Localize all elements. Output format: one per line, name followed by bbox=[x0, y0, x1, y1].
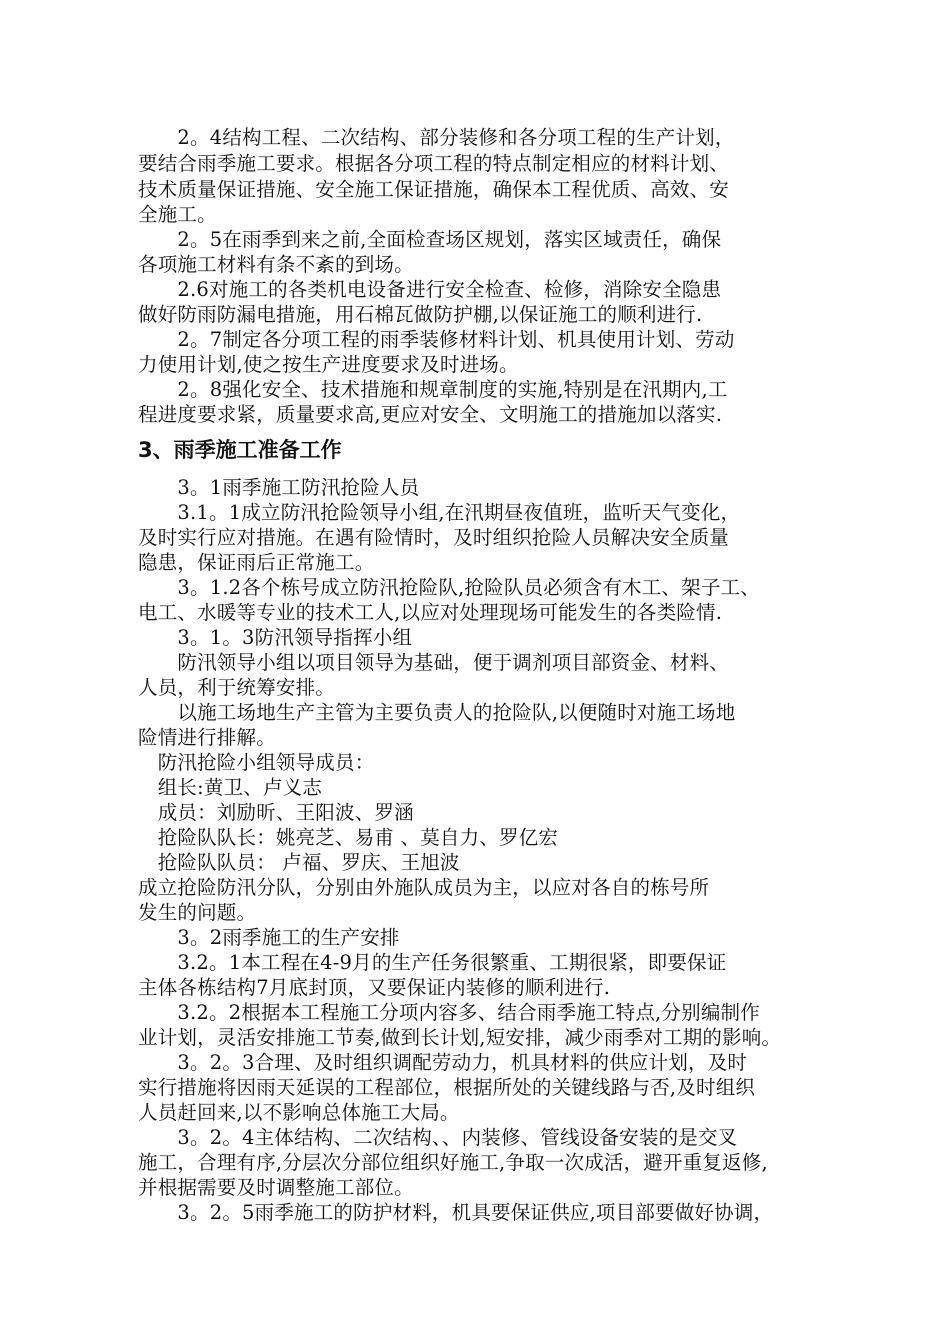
paragraph-line: 全施工。 bbox=[138, 203, 217, 226]
paragraph-line: 防汛抢险小组领导成员： bbox=[138, 751, 375, 774]
paragraph-line: 2。7制定各分项工程的雨季装修材料计划、机具使用计划、劳动 bbox=[138, 328, 735, 351]
paragraph-line: 3。1.2各个栋号成立防汛抢险队,抢险队员必须含有木工、架子工、 bbox=[138, 576, 760, 599]
paragraph-line: 成员：刘励昕、王阳波、罗涵 bbox=[138, 801, 414, 824]
paragraph-line: 3。2雨季施工的生产安排 bbox=[138, 926, 400, 949]
paragraph-line: 3。1雨季施工防汛抢险人员 bbox=[138, 476, 420, 499]
paragraph-line: 抢险队队长：姚亮芝、易甫 、莫自力、罗亿宏 bbox=[138, 826, 559, 849]
paragraph-line: 3.2。2根据本工程施工分项内容多、结合雨季施工特点,分别编制作 bbox=[138, 1001, 760, 1024]
paragraph-line: 成立抢险防汛分队，分别由外施队成员为主，以应对各自的栋号所 bbox=[138, 876, 710, 899]
paragraph-line: 抢险队队员： 卢福、罗庆、王旭波 bbox=[138, 851, 460, 874]
paragraph-line: 做好防雨防漏电措施，用石棉瓦做防护棚,以保证施工的顺利进行. bbox=[138, 303, 703, 326]
section-heading: 3、雨季施工准备工作 bbox=[138, 438, 342, 462]
paragraph-line: 实行措施将因雨天延误的工程部位，根据所处的关键线路与否,及时组织 bbox=[138, 1076, 756, 1099]
paragraph-line: 及时实行应对措施。在遇有险情时，及时组织抢险人员解决安全质量 bbox=[138, 526, 730, 549]
paragraph-line: 3.1。1成立防汛抢险领导小组,在汛期昼夜值班，监听天气变化， bbox=[138, 501, 741, 524]
paragraph-line: 组长:黄卫、卢义志 bbox=[138, 776, 323, 799]
paragraph-line: 施工，合理有序,分层次分部位组织好施工,争取一次成活，避开重复返修, bbox=[138, 1151, 768, 1174]
paragraph-line: 险情进行排解。 bbox=[138, 726, 276, 749]
paragraph-line: 程进度要求紧，质量要求高,更应对安全、文明施工的措施加以落实. bbox=[138, 403, 723, 426]
paragraph-line: 2.6对施工的各类机电设备进行安全检查、检修，消除安全隐患 bbox=[138, 278, 722, 301]
paragraph-line: 主体各栋结构7月底封顶，又要保证内装修的顺利进行. bbox=[138, 976, 611, 999]
paragraph-line: 2。4结构工程、二次结构、部分装修和各分项工程的生产计划， bbox=[138, 126, 735, 149]
paragraph-line: 3。2。5雨季施工的防护材料，机具要保证供应,项目部要做好协调， bbox=[138, 1201, 774, 1224]
paragraph-line: 3。2。3合理、及时组织调配劳动力，机具材料的供应计划，及时 bbox=[138, 1051, 748, 1074]
paragraph-line: 业计划，灵活安排施工节奏,做到长计划,短安排，减少雨季对工期的影响。 bbox=[138, 1026, 782, 1049]
paragraph-line: 3.2。1本工程在4-9月的生产任务很繁重、工期很紧，即要保证 bbox=[138, 951, 727, 974]
paragraph-line: 2。8强化安全、技术措施和规章制度的实施,特别是在汛期内,工 bbox=[138, 378, 728, 401]
paragraph-line: 人员，利于统筹安排。 bbox=[138, 676, 336, 699]
paragraph-line: 2。5在雨季到来之前,全面检查场区规划，落实区域责任，确保 bbox=[138, 228, 722, 251]
paragraph-line: 防汛领导小组以项目领导为基础，便于调剂项目部资金、材料、 bbox=[138, 651, 730, 674]
paragraph-line: 3。2。4主体结构、二次结构、、内装修、管线设备安装的是交叉 bbox=[138, 1126, 738, 1149]
paragraph-line: 力使用计划,使之按生产进度要求及时进场。 bbox=[138, 353, 519, 376]
paragraph-line: 3。1。3防汛领导指挥小组 bbox=[138, 626, 413, 649]
paragraph-line: 电工、水暖等专业的技术工人,以应对处理现场可能发生的各类险情. bbox=[138, 601, 723, 624]
paragraph-line: 发生的问题。 bbox=[138, 901, 257, 924]
paragraph-line: 技术质量保证措施、安全施工保证措施，确保本工程优质、高效、安 bbox=[138, 178, 730, 201]
paragraph-line: 要结合雨季施工要求。根据各分项工程的特点制定相应的材料计划、 bbox=[138, 152, 730, 175]
paragraph-line: 人员赶回来,以不影响总体施工大局。 bbox=[138, 1101, 460, 1124]
paragraph-line: 隐患，保证雨后正常施工。 bbox=[138, 551, 375, 574]
paragraph-line: 各项施工材料有条不紊的到场。 bbox=[138, 253, 414, 276]
paragraph-line: 以施工场地生产主管为主要负责人的抢险队,以便随时对施工场地 bbox=[138, 701, 736, 724]
paragraph-line: 并根据需要及时调整施工部位。 bbox=[138, 1176, 414, 1199]
